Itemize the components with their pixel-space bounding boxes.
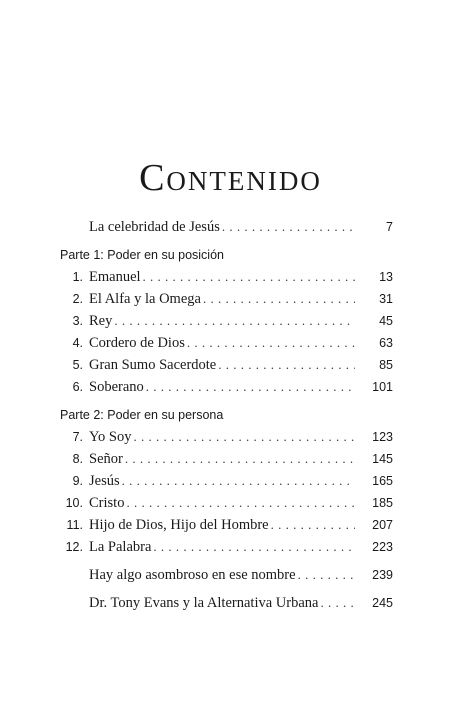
- toc-entry-label: Soberano: [89, 379, 144, 395]
- toc-entry-page: 207: [372, 518, 393, 532]
- toc-entry-page: 101: [372, 380, 393, 394]
- toc-entry-label: Yo Soy: [89, 429, 132, 445]
- dot-leader: [203, 288, 355, 310]
- toc-entry-label: Gran Sumo Sacerdote: [89, 357, 217, 373]
- dot-leader: [114, 310, 355, 332]
- toc-entry-10: [63, 492, 393, 514]
- toc-entry-6: [63, 376, 393, 398]
- toc-entry-11: [63, 514, 393, 536]
- toc-entry-number: 2.: [72, 292, 83, 306]
- toc-entry-2: [63, 288, 393, 310]
- dot-leader: [298, 564, 355, 586]
- toc-entry-7: [63, 426, 393, 448]
- toc-entry-12: [63, 536, 393, 558]
- toc-entry-number: 6.: [72, 380, 83, 394]
- toc-entry-page: 145: [372, 452, 393, 466]
- dot-leader: [271, 514, 355, 536]
- toc-entry-label: Cordero de Dios: [89, 335, 185, 351]
- part-heading-1: Parte 1: Poder en su posición: [60, 248, 224, 262]
- toc-entry-number: 10.: [65, 496, 83, 510]
- toc-entry-8: [63, 448, 393, 470]
- dot-leader: [187, 332, 355, 354]
- dot-leader: [122, 470, 355, 492]
- dot-leader: [320, 592, 355, 614]
- toc-entry-label: La celebridad de Jesús: [89, 219, 220, 235]
- toc-entry-intro: [63, 216, 393, 238]
- toc-entry-label: Señor: [89, 451, 123, 467]
- toc-entry-number: 5.: [72, 358, 83, 372]
- toc-entry-page: 45: [379, 314, 393, 328]
- toc-entry-page: 239: [372, 568, 393, 582]
- toc-entry-number: 3.: [72, 314, 83, 328]
- toc-entry-4: [63, 332, 393, 354]
- toc-entry-number: 8.: [72, 452, 83, 466]
- toc-entry-closing-1: [63, 564, 393, 586]
- toc-entry-label: El Alfa y la Omega: [89, 291, 201, 307]
- toc-entry-page: 31: [379, 292, 393, 306]
- toc-entry-closing-2: [63, 592, 393, 614]
- toc-entry-1: [63, 266, 393, 288]
- toc-entry-5: [63, 354, 393, 376]
- toc-entry-number: 1.: [72, 270, 83, 284]
- dot-leader: [125, 448, 355, 470]
- toc-entry-page: 13: [379, 270, 393, 284]
- toc-entry-label: Rey: [89, 313, 113, 329]
- toc-entry-number: 7.: [72, 430, 83, 444]
- dot-leader: [222, 216, 355, 238]
- toc-entry-9: [63, 470, 393, 492]
- toc-entry-label: Hijo de Dios, Hijo del Hombre: [89, 517, 269, 533]
- dot-leader: [133, 426, 355, 448]
- toc-entry-label: La Palabra: [89, 539, 152, 555]
- toc-entry-number: 12.: [65, 540, 83, 554]
- dot-leader: [146, 376, 355, 398]
- toc-entry-page: 7: [386, 220, 393, 234]
- toc-entry-label: Dr. Tony Evans y la Alternativa Urbana: [89, 595, 319, 611]
- toc-entry-page: 85: [379, 358, 393, 372]
- toc-entry-page: 223: [372, 540, 393, 554]
- toc-entry-page: 63: [379, 336, 393, 350]
- table-of-contents: [60, 216, 393, 614]
- toc-entry-3: [63, 310, 393, 332]
- toc-entry-label: Cristo: [89, 495, 125, 511]
- dot-leader: [143, 266, 355, 288]
- toc-entry-number: 11.: [66, 518, 83, 532]
- toc-entry-label: Jesús: [89, 473, 120, 489]
- toc-entry-label: Hay algo asombroso en ese nombre: [89, 567, 296, 583]
- toc-entry-page: 165: [372, 474, 393, 488]
- part-heading-2: Parte 2: Poder en su persona: [60, 408, 224, 422]
- page-title: Contenido: [139, 157, 322, 199]
- toc-entry-number: 4.: [72, 336, 83, 350]
- dot-leader: [126, 492, 355, 514]
- dot-leader: [153, 536, 355, 558]
- toc-entry-page: 245: [372, 596, 393, 610]
- toc-entry-number: 9.: [72, 474, 83, 488]
- toc-entry-page: 123: [372, 430, 393, 444]
- toc-entry-label: Emanuel: [89, 269, 141, 285]
- toc-entry-page: 185: [372, 496, 393, 510]
- dot-leader: [218, 354, 355, 376]
